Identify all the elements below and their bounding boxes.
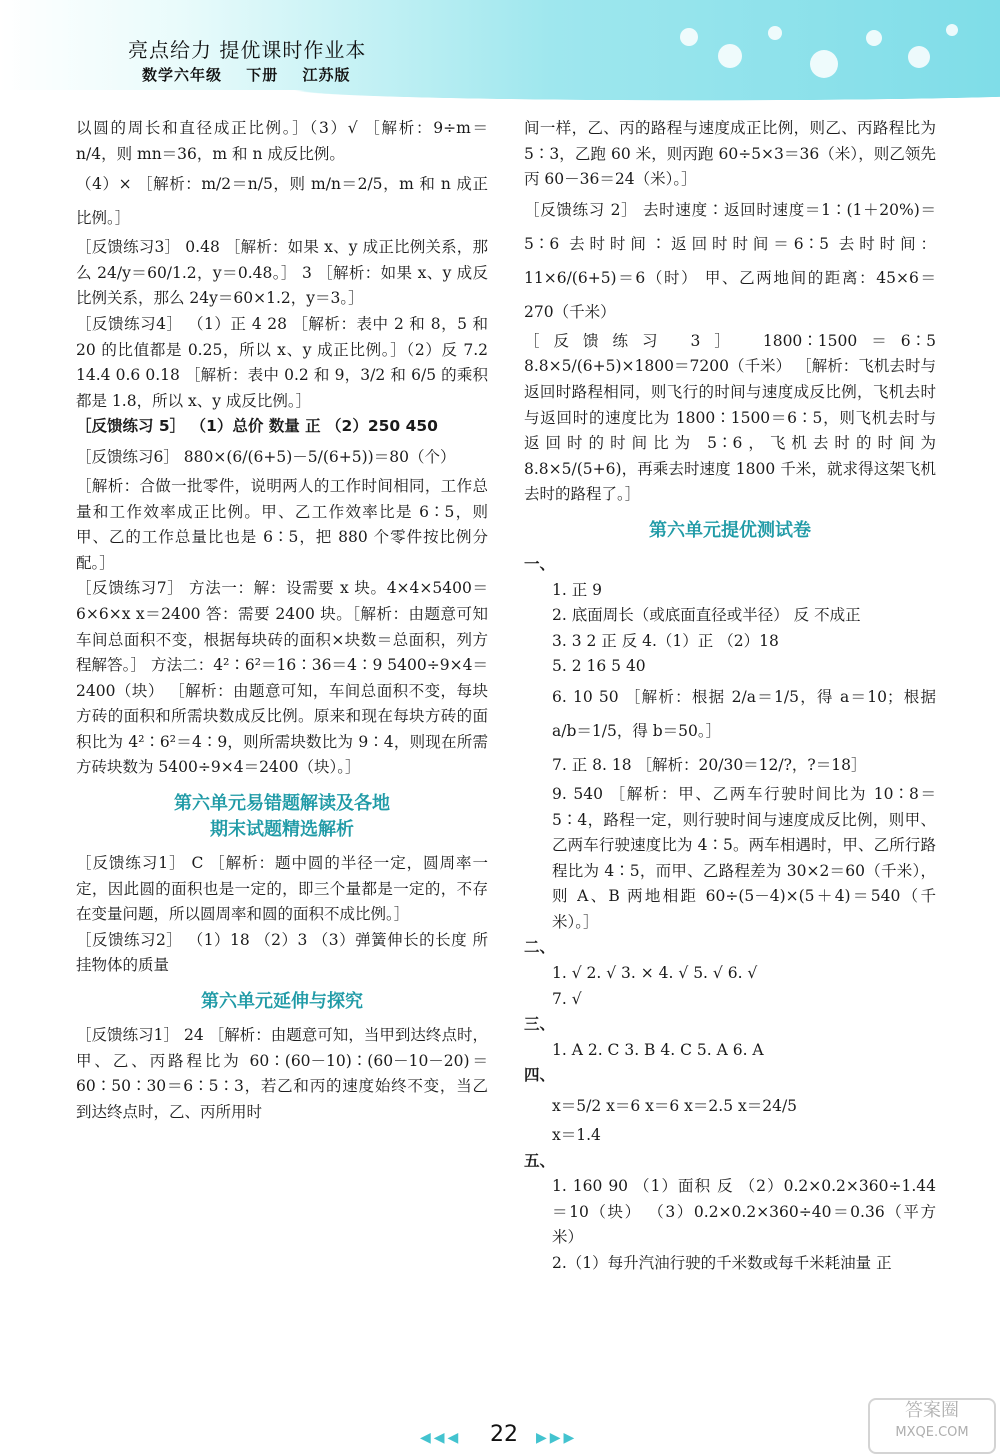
- left-arrows-icon: ◀◀◀: [420, 1430, 462, 1446]
- extension-feedback-3: ［反馈练习 3］ 1800∶1500＝6∶5 8.8×5/(6+5)×1800＝7200（千米） ［解析：飞机去时与返回时路程相同，则飞行的时间与速度成反比例，飞机去时与返回时的速度比为 1800∶1500＝6∶5，则飞机去时与返回时的时间比为 5∶6，飞机去时的时间为 8.8×5/(5+6)，再乘去时速度 1800 千米，就求得这架飞机去时的路程了。］: [524, 331, 936, 504]
- section-title-line: 期末试题精选解析: [210, 819, 354, 841]
- test-item: 1. √ 2. √ 3. × 4. √ 5. √ 6. √: [552, 964, 758, 983]
- errors-feedback-2: ［反馈练习2］ （1）18 （2）3 （3）弹簧伸长的长度 所挂物体的质量: [76, 930, 488, 975]
- test-item: 1. A 2. C 3. B 4. C 5. A 6. A: [552, 1040, 764, 1059]
- test-item: 7. 正 8. 18 ［解析：20/30＝12/?，?＝18］: [552, 755, 867, 774]
- right-column: [524, 116, 936, 1277]
- answer-paragraph: （4）× ［解析：m/2＝n/5，则 m/n＝2/5，m 和 n 成正比例。］: [76, 175, 488, 228]
- part-label: 五、: [524, 1151, 556, 1170]
- watermark-text: 答案圈: [905, 1400, 959, 1421]
- edition-label: 江苏版: [302, 66, 351, 84]
- page-footer: [0, 1422, 1000, 1452]
- test-item: 3. 3 2 正 反 4.（1）正 （2）18: [552, 631, 779, 650]
- test-item: 2. 底面周长（或底面直径或半径） 反 不成正: [552, 606, 861, 625]
- feedback-7: ［反馈练习7］ 方法一：解：设需要 x 块。4×4×5400＝6×6×x x＝2400 答：需要 2400 块。［解析：由题意可知车间总面积不变，根据每块砖的面积×块数＝总面积，列方程解答。］ 方法二：4²∶6²＝16∶36＝4∶9 5400÷9×4＝2400（块） ［解析：由题意可知，车间总面积不变，每块方砖的面积和所需块数成反比例。原来和现在每块方砖的面积比为 4²∶6²＝4∶9，则所需块数比为 9∶4，则现在所需方砖块数为 5400÷9×4＝2400（块）。］: [76, 579, 488, 777]
- part-label: 四、: [524, 1066, 556, 1085]
- extension-feedback-1: ［反馈练习1］ 24 ［解析：由题意可知，当甲到达终点时，甲、乙、丙路程比为 60∶(60－10)∶(60－10－20)＝60∶50∶30＝6∶5∶3，若乙和丙的速度始终不变，当乙到达终点时，乙、丙所用时: [76, 1026, 488, 1121]
- decorative-dots: [670, 20, 970, 90]
- test-item: 6. 10 50 ［解析：根据 2/a＝1/5，得 a＝10；根据 a/b＝1/5，得 b＝50。］: [552, 687, 936, 740]
- feedback-4: ［反馈练习4］ （1）正 4 28 ［解析：表中 2 和 8，5 和 20 的比值都是 0.25，所以 x、y 成正比例。］（2）反 7.2 14.4 0.6 0.18 ［解析：表中 0.2 和 9，3/2 和 6/5 的乘积都是 1.8，所以 x、y 成反比例。］: [76, 314, 488, 410]
- test-part-4: [524, 1063, 936, 1148]
- test-part-2: [524, 935, 936, 1012]
- test-item: 5. 2 16 5 40: [552, 657, 646, 676]
- section-title-test: 第六单元提优测试卷: [649, 519, 811, 541]
- watermark-url: MXQE.COM: [895, 1425, 969, 1440]
- answer-paragraph: 以圆的周长和直径成正比例。］（3）√ ［解析：9÷m＝n/4，则 mn＝36，m 和 n 成反比例。: [76, 119, 488, 163]
- page-number: 22: [490, 1422, 518, 1447]
- section-title-line: 第六单元易错题解读及各地: [174, 793, 390, 815]
- book-subtitle: [142, 64, 369, 85]
- test-item: 7. √: [552, 989, 582, 1008]
- grade-label: 数学六年级: [142, 66, 223, 84]
- book-title: 亮点给力 提优课时作业本: [128, 38, 367, 62]
- feedback-6: ［反馈练习6］ 880×(6/(6+5)－5/(6+5))＝80（个）: [76, 447, 456, 466]
- section-title-errors: [76, 791, 488, 843]
- test-part-5: [524, 1149, 936, 1277]
- errors-feedback-1: ［反馈练习1］ C ［解析：题中圆的半径一定，圆周率一定，因此圆的面积也是一定的，即三个量都是一定的，不存在变量问题，所以圆周率和圆的面积不成比例。］: [76, 854, 488, 924]
- watermark-logo: [868, 1398, 996, 1454]
- test-item: 1. 160 90 （1）面积 反 （2）0.2×0.2×360÷1.44＝10（块） （3）0.2×0.2×360÷40＝0.36（平方米）: [552, 1177, 936, 1247]
- test-item: x＝5/2 x＝6 x＝6 x＝2.5 x＝24/5: [552, 1097, 798, 1116]
- test-item: 9. 540 ［解析：甲、乙两车行驶时间比为 10∶8＝5∶4，路程一定，则行驶时间与速度成反比例，则甲、乙两车行驶速度比为 4∶5。两车相遇时，甲、乙所行路程比为 4∶5，而甲、乙路程差为 30×2＝60（千米），则 A、B 两地相距 60÷(5－4)×(5＋4)＝540（千米）。］: [552, 784, 936, 931]
- test-part-3: [524, 1012, 936, 1063]
- part-label: 二、: [524, 938, 556, 957]
- test-part-1: [524, 552, 936, 936]
- extension-continued: 间一样，乙、丙的路程与速度成正比例，则乙、丙路程比为 5∶3，乙跑 60 米，则丙跑 60÷5×3＝36（米），则乙领先丙 60－36＝24（米）。］: [524, 119, 936, 189]
- feedback-5: ［反馈练习 5］ （1）总价 数量 正 （2）250 450: [76, 417, 438, 436]
- section-title-extension: 第六单元延伸与探究: [201, 991, 363, 1013]
- extension-feedback-2: ［反馈练习 2］ 去时速度∶返回时速度＝1∶(1＋20%)＝5∶6 去时时间∶返回时时间＝6∶5 去时时间：11×6/(6+5)＝6（时） 甲、乙两地间的距离：45×6＝270（千米）: [524, 200, 936, 321]
- volume-label: 下册: [246, 66, 279, 84]
- part-label: 一、: [524, 554, 556, 573]
- feedback-6-analysis: ［解析：合做一批零件，说明两人的工作时间相同，工作总量和工作效率成正比例。甲、乙工作效率比是 6∶5，则甲、乙的工作总量比也是 6∶5，把 880 个零件按比例分配。］: [76, 476, 488, 572]
- test-item: x＝1.4: [552, 1126, 601, 1145]
- left-column: [76, 116, 488, 1125]
- right-arrows-icon: ▶▶▶: [536, 1430, 578, 1446]
- test-item: 1. 正 9: [552, 580, 603, 599]
- part-label: 三、: [524, 1015, 556, 1034]
- feedback-3: ［反馈练习3］ 0.48 ［解析：如果 x、y 成正比例关系，那么 24/y＝60/1.2，y＝0.48。］ 3 ［解析：如果 x、y 成反比例关系，那么 24y＝60×1.2，y＝3。］: [76, 238, 488, 308]
- test-item: 2.（1）每升汽油行驶的千米数或每千米耗油量 正: [552, 1254, 892, 1272]
